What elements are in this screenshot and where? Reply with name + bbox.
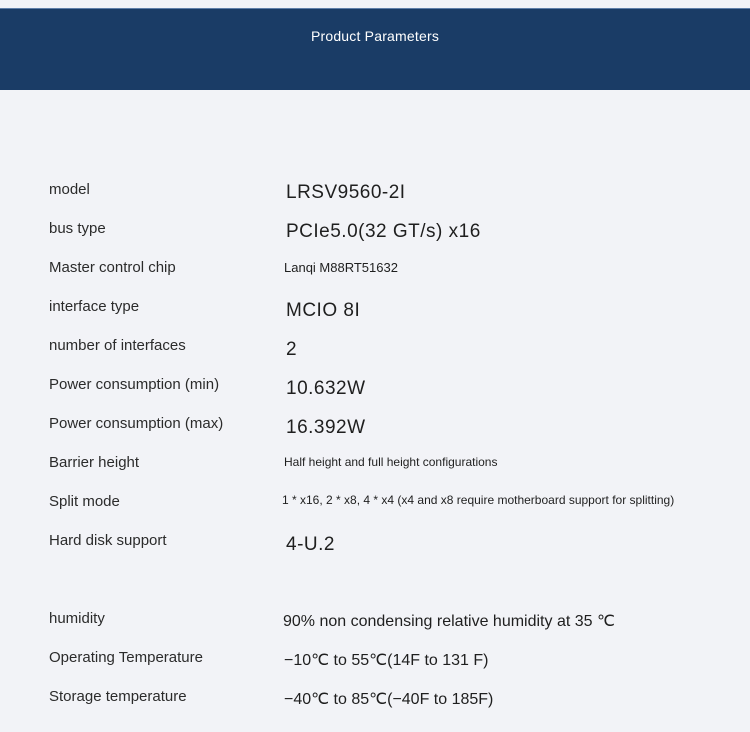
header-banner: [0, 8, 750, 90]
spec-row-humidity: [0, 610, 750, 640]
spec-label: Hard disk support: [49, 532, 167, 549]
spec-value: PCIe5.0(32 GT/s) x16: [286, 221, 481, 242]
spec-row-barrier-height: [0, 454, 750, 484]
spec-label: humidity: [49, 610, 105, 627]
spec-label: bus type: [49, 220, 106, 237]
spec-label: Operating Temperature: [49, 649, 203, 666]
spec-row-interface-count: [0, 337, 750, 367]
spec-value: −10℃ to 55℃(14F to 131 F): [284, 652, 489, 669]
spec-value: 2: [286, 339, 298, 360]
spec-value: 1 * x16, 2 * x8, 4 * x4 (x4 and x8 require motherboard support for splitting): [282, 493, 675, 507]
spec-label: Power consumption (max): [49, 415, 224, 432]
top-strip: [0, 0, 750, 8]
spec-value: Half height and full height configurations: [284, 455, 498, 469]
spec-value: 10.632W: [286, 378, 366, 399]
spec-label: number of interfaces: [49, 337, 186, 354]
spec-row-hard-disk: [0, 532, 750, 562]
spec-value: MCIO 8I: [286, 300, 361, 321]
spec-row-power-min: [0, 376, 750, 406]
spec-row-split-mode: [0, 493, 750, 523]
spec-row-bus-type: [0, 220, 750, 250]
spec-label: model: [49, 181, 90, 198]
spec-label: Barrier height: [49, 454, 140, 471]
spec-label: Storage temperature: [49, 688, 187, 705]
spec-row-power-max: [0, 415, 750, 445]
page-title: Product Parameters: [310, 28, 440, 44]
spec-value: 90% non condensing relative humidity at 35 ℃: [283, 613, 615, 630]
spec-row-master-chip: [0, 259, 750, 289]
spec-value: 16.392W: [286, 417, 366, 438]
spec-label: interface type: [49, 298, 140, 315]
spec-label: Split mode: [49, 493, 120, 510]
spec-label: Master control chip: [49, 259, 176, 276]
spec-row-model: [0, 181, 750, 211]
spec-value: Lanqi M88RT51632: [284, 260, 398, 275]
spec-row-storage-temp: [0, 688, 750, 718]
spec-value: −40℃ to 85℃(−40F to 185F): [284, 691, 494, 708]
spec-row-operating-temp: [0, 649, 750, 679]
spec-label: Power consumption (min): [49, 376, 220, 393]
spec-value: LRSV9560-2I: [286, 182, 406, 203]
spec-row-interface-type: [0, 298, 750, 328]
spec-value: 4-U.2: [286, 534, 335, 555]
